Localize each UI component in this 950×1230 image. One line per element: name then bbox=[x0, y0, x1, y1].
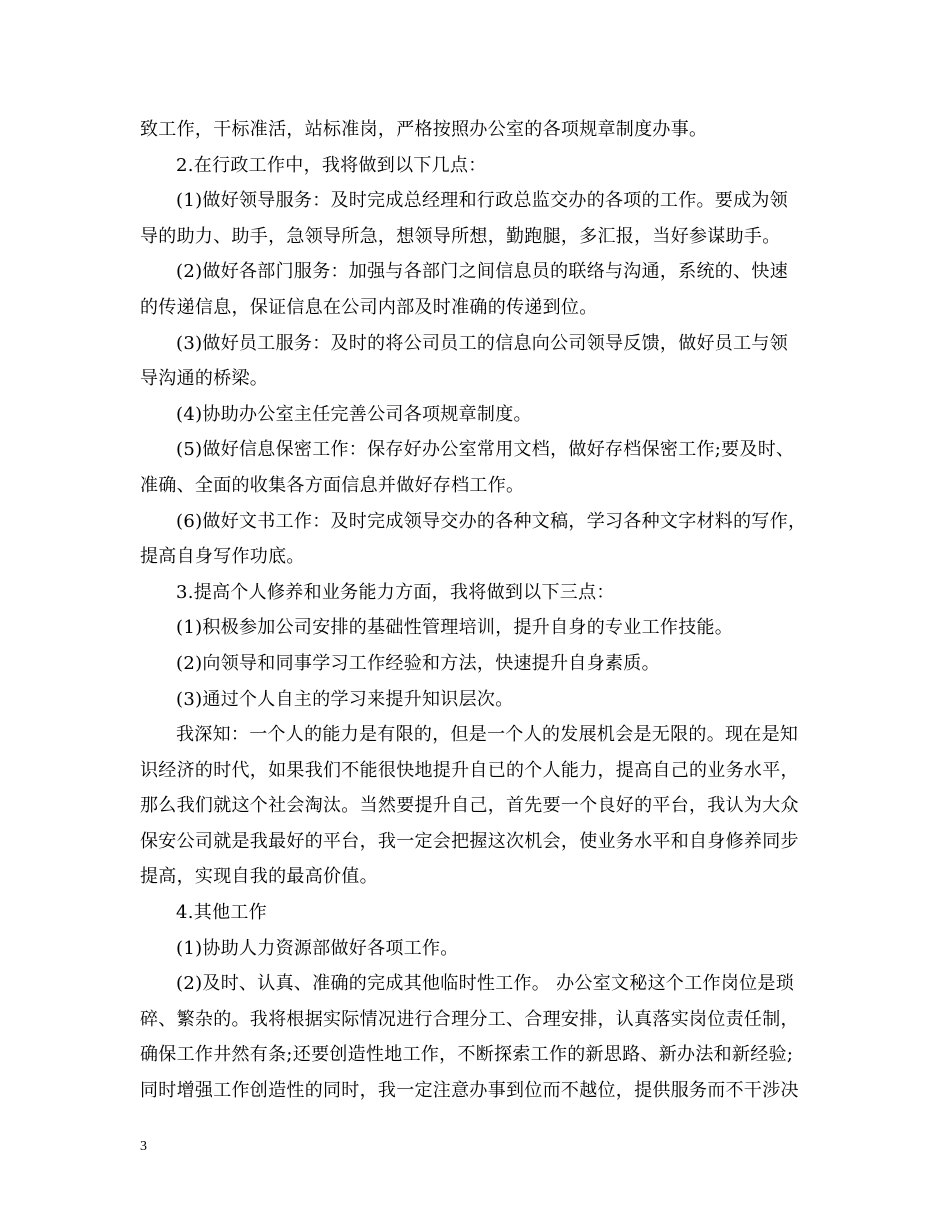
text-line: 我深知：一个人的能力是有限的，但是一个人的发展机会是无限的。现在是知 bbox=[176, 724, 799, 746]
text-line: 3.提高个人修养和业务能力方面，我将做到以下三点： bbox=[176, 581, 615, 603]
text-line: 那么我们就这个社会淘汰。当然要提升自己，首先要一个良好的平台，我认为大众 bbox=[140, 795, 799, 817]
text-line: 2.在行政工作中，我将做到以下几点： bbox=[176, 154, 487, 176]
page-number: 3 bbox=[140, 1139, 147, 1154]
text-line: (1)协助人力资源部做好各项工作。 bbox=[176, 937, 459, 959]
text-line: 识经济的时代，如果我们不能很快地提升自已的个人能力，提高自己的业务水平， bbox=[140, 759, 799, 781]
text-line: 碎、繁杂的。我将根据实际情况进行合理分工、合理安排，认真落实岗位责任制， bbox=[140, 1008, 799, 1030]
text-line: (3)通过个人自主的学习来提升知识层次。 bbox=[176, 688, 514, 710]
text-line: 提高，实现自我的最高价值。 bbox=[140, 866, 378, 888]
document-body bbox=[140, 112, 828, 1109]
text-line: 导沟通的桥梁。 bbox=[140, 368, 269, 390]
text-line: (1)做好领导服务：及时完成总经理和行政总监交办的各项的工作。要成为领 bbox=[176, 190, 788, 212]
text-line: 4.其他工作 bbox=[176, 902, 267, 924]
text-line: (5)做好信息保密工作：保存好办公室常用文档，做好存档保密工作;要及时、 bbox=[176, 439, 795, 461]
text-line: (2)做好各部门服务：加强与各部门之间信息员的联络与沟通，系统的、快速 bbox=[176, 261, 788, 283]
text-line: (2)向领导和同事学习工作经验和方法，快速提升自身素质。 bbox=[176, 652, 660, 674]
text-line: 的传递信息，保证信息在公司内部及时准确的传递到位。 bbox=[140, 296, 598, 318]
text-line: 保安公司就是我最好的平台，我一定会把握这次机会，使业务水平和自身修养同步 bbox=[140, 830, 799, 852]
text-line: 同时增强工作创造性的同时，我一定注意办事到位而不越位，提供服务而不干涉决 bbox=[140, 1080, 799, 1102]
text-line: 准确、全面的收集各方面信息并做好存档工作。 bbox=[140, 474, 525, 496]
text-line: (4)协助办公室主任完善公司各项规章制度。 bbox=[176, 403, 532, 425]
text-line: (3)做好员工服务：及时的将公司员工的信息向公司领导反馈，做好员工与领 bbox=[176, 332, 788, 354]
text-line: (1)积极参加公司安排的基础性管理培训，提升自身的专业工作技能。 bbox=[176, 617, 734, 639]
text-line: (2)及时、认真、准确的完成其他临时性工作。 办公室文秘这个工作岗位是琐 bbox=[176, 973, 795, 995]
text-line: 致工作，干标准活，站标准岗，严格按照办公室的各项规章制度办事。 bbox=[140, 119, 708, 140]
text-line: 导的助力、助手，急领导所急，想领导所想，勤跑腿，多汇报，当好参谋助手。 bbox=[140, 225, 781, 247]
text-line: (6)做好文书工作：及时完成领导交办的各种文稿，学习各种文字材料的写作， bbox=[176, 510, 807, 532]
text-line: 确保工作井然有条;还要创造性地工作，不断探索工作的新思路、新办法和新经验; bbox=[140, 1044, 794, 1066]
text-line: 提高自身写作功底。 bbox=[140, 546, 305, 568]
